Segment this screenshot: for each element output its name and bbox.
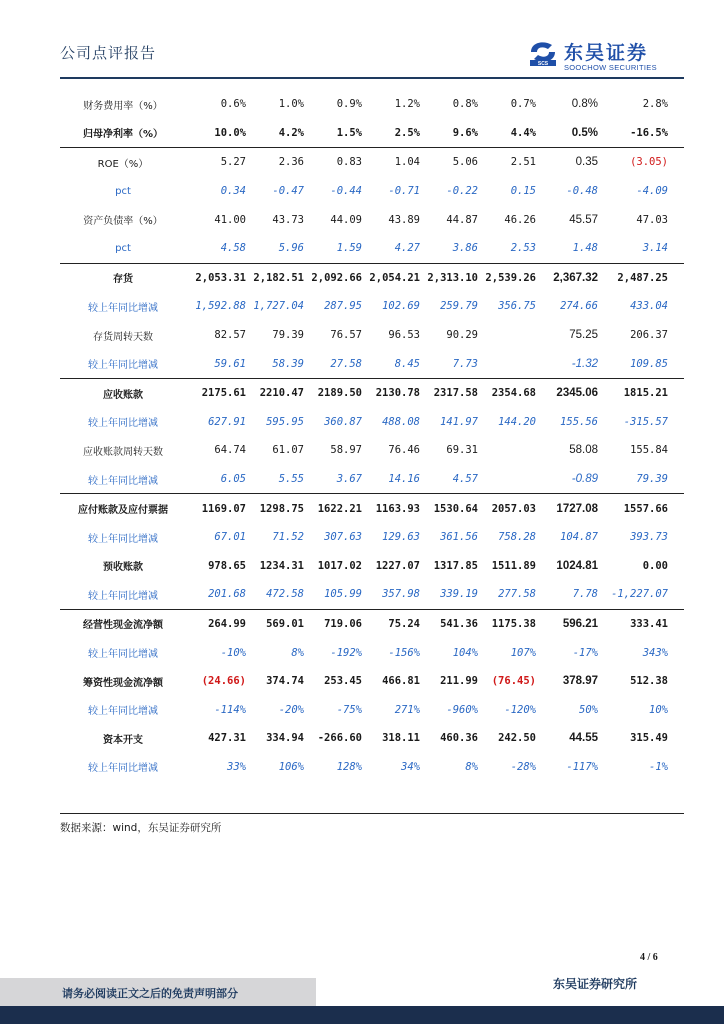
row-label: pct [115,242,131,254]
table-cell: 1227.07 [375,559,420,572]
table-cell: 758.28 [498,531,536,544]
table-cell: 109.85 [630,357,668,370]
table-cell [478,436,536,465]
table-cell: 360.87 [324,415,362,428]
table-cell: 67.01 [214,531,246,544]
table-cell: 0.6% [220,98,246,111]
table-cell: 1557.66 [598,494,684,523]
table-cell: 59.61 [214,357,246,370]
table-cell: 107% [510,646,536,659]
table-cell: 374.74 [266,675,304,688]
table-cell: -315.57 [623,415,668,428]
table-cell: 14.16 [388,473,420,486]
table-cell: 242.50 [498,732,536,745]
table-cell: 1530.64 [420,494,478,523]
row-label: pct [115,185,131,197]
table-cell: (24.66) [201,675,246,688]
table-cell: 339.19 [440,588,478,601]
row-label: 预收账款 [103,562,143,574]
table-cell: 71.52 [272,531,304,544]
table-cell: 1,727.04 [253,300,304,313]
table-cell: 1163.93 [362,494,420,523]
logo-english-name: SOOCHOW SECURITIES [564,63,657,72]
row-label: 应收账款周转天数 [83,446,163,458]
row-label: 较上年同比增减 [88,360,158,372]
table-cell: 105.99 [324,588,362,601]
table-row [60,90,684,119]
table-cell: 1298.75 [246,494,304,523]
row-label: 资本开支 [103,734,143,746]
table-cell: 0.8% [571,98,598,111]
table-cell: 719.06 [304,609,362,638]
table-cell: 1.0% [278,98,304,111]
table-cell: 1.5% [336,126,362,139]
table-cell: 287.95 [324,300,362,313]
table-cell: 2345.06 [536,378,598,407]
table-cell: 2,367.32 [536,263,598,292]
table-row [60,667,684,696]
table-cell: 2.8% [642,98,668,111]
table-cell: 4.4% [510,126,536,139]
table-cell: 5.96 [278,242,304,255]
table-cell: 41.00 [214,213,246,226]
table-cell: 69.31 [446,444,478,457]
table-cell: 2,539.26 [478,263,536,292]
table-cell: 79.39 [636,473,668,486]
table-cell [478,349,536,378]
table-cell: 978.65 [208,559,246,572]
table-row [60,119,684,148]
table-cell: 76.57 [330,329,362,342]
table-row [60,638,684,667]
row-label: 存货周转天数 [93,331,153,343]
footer-disclaimer: 请务必阅读正文之后的免责声明部分 [62,987,238,1000]
table-cell: 460.36 [440,732,478,745]
table-cell: 43.89 [388,213,420,226]
table-cell: 9.6% [452,126,478,139]
table-cell: 129.63 [382,531,420,544]
table-cell: -114% [214,703,246,716]
table-cell: 46.26 [504,213,536,226]
table-cell: 393.73 [630,531,668,544]
table-cell: 58.08 [569,444,598,457]
row-label: 应付账款及应付票据 [60,494,186,523]
table-row [60,609,684,638]
table-cell: -10% [220,646,246,659]
logo-chinese-name: 东吴证券 [564,42,649,64]
footer-company-name: 东吴证券研究所 [553,977,638,991]
table-cell: 2130.78 [362,378,420,407]
table-row [60,148,684,177]
table-cell: 333.41 [598,609,684,638]
table-bottom-rule [60,813,684,814]
row-label: 较上年同比增减 [88,302,158,314]
table-cell: 1.2% [394,98,420,111]
table-cell: 2175.61 [186,378,246,407]
table-row [60,552,684,581]
table-cell: 2.51 [478,148,536,177]
table-cell: 1.59 [336,242,362,255]
table-cell: 5.06 [420,148,478,177]
table-cell: 2,487.25 [598,263,684,292]
table-row [60,177,684,206]
table-cell: 274.66 [560,300,598,313]
table-row [60,695,684,724]
table-cell: 1727.08 [536,494,598,523]
table-cell: 45.57 [569,213,598,226]
row-label: 存货 [60,263,186,292]
table-cell: 334.94 [266,732,304,745]
table-cell: 5.27 [186,148,246,177]
table-cell: 1317.85 [433,559,478,572]
table-row [60,436,684,465]
table-cell: 271% [394,703,420,716]
table-row [60,378,684,407]
row-label: 较上年同比增减 [88,418,158,430]
table-cell: 43.73 [272,213,304,226]
table-cell: 307.63 [324,531,362,544]
table-cell: 8% [465,760,478,773]
table-cell: 1,592.88 [195,300,246,313]
table-cell: 47.03 [636,213,668,226]
table-cell: 44.09 [330,213,362,226]
table-cell: 34% [401,760,420,773]
table-cell: -20% [278,703,304,716]
table-cell: 7.78 [572,588,598,601]
table-cell: 8% [291,646,304,659]
table-cell: 1234.31 [259,559,304,572]
table-cell: 1169.07 [186,494,246,523]
data-source-note: 数据来源：wind，东吴证券研究所 [60,822,222,834]
table-cell: -0.22 [446,185,478,198]
table-cell: 512.38 [630,675,668,688]
table-cell: -960% [446,703,478,716]
table-cell: 595.95 [266,415,304,428]
table-cell: 1.48 [572,242,598,255]
table-cell: 0.8% [452,98,478,111]
table-row [60,753,684,782]
row-label: 归母净利率（%） [82,129,164,141]
table-cell: 0.7% [510,98,536,111]
table-cell: 2.36 [246,148,304,177]
table-cell: (76.45) [491,675,536,688]
table-cell: -192% [330,646,362,659]
page-number: 4 / 6 [640,952,658,963]
table-cell: 211.99 [440,675,478,688]
table-cell: 141.97 [440,415,478,428]
table-cell: 75.25 [569,329,598,342]
table-cell: 0.00 [642,559,668,572]
table-cell: 64.74 [214,444,246,457]
table-cell: 4.2% [278,126,304,139]
table-cell: -1.32 [571,357,598,370]
row-label: 较上年同比增减 [88,533,158,545]
table-cell: 466.81 [382,675,420,688]
table-cell: 7.73 [452,357,478,370]
table-cell: 0.9% [336,98,362,111]
table-cell: -4.09 [636,185,668,198]
table-cell: 569.01 [246,609,304,638]
table-cell: 4.27 [394,242,420,255]
table-cell: 33% [227,760,246,773]
table-cell: 1815.21 [598,378,684,407]
table-row [60,349,684,378]
financial-metrics-table [60,90,684,781]
table-cell: 128% [336,760,362,773]
logo-mark-text: SCS [537,61,549,67]
row-label: 经营性现金流净额 [60,609,186,638]
table-cell: 0.83 [304,148,362,177]
table-cell: -75% [336,703,362,716]
table-cell: 3.14 [642,242,668,255]
table-cell: 1175.38 [478,609,536,638]
table-cell: 8.45 [394,357,420,370]
table-cell: 1511.89 [491,559,536,572]
table-cell: 201.68 [208,588,246,601]
table-cell: -0.71 [388,185,420,198]
row-label: 财务费用率（%） [83,100,163,112]
table-cell: 44.55 [569,732,598,745]
table-cell: 1622.21 [304,494,362,523]
table-cell: 2189.50 [304,378,362,407]
table-cell: 1.04 [362,148,420,177]
table-cell [478,321,536,350]
table-cell: 206.37 [630,329,668,342]
table-cell: 361.56 [440,531,478,544]
table-cell: 76.46 [388,444,420,457]
row-label: ROE（%） [60,148,186,177]
table-cell: 104% [452,646,478,659]
table-cell: 2210.47 [246,378,304,407]
table-cell: 104.87 [560,531,598,544]
table-cell: 2,054.21 [362,263,420,292]
row-label: 较上年同比增减 [88,763,158,775]
table-cell: -28% [510,760,536,773]
table-cell: 155.84 [630,444,668,457]
table-row [60,205,684,234]
table-cell: 50% [579,703,598,716]
table-cell: 2317.58 [420,378,478,407]
table-cell: 90.29 [446,329,478,342]
table-cell: (3.05) [598,148,684,177]
table-cell: 79.39 [272,329,304,342]
table-cell: 433.04 [630,300,668,313]
table-cell: 75.24 [362,609,420,638]
table-cell: 315.49 [630,732,668,745]
footer-bar [0,1006,724,1024]
row-label: 较上年同比增减 [88,590,158,602]
table-cell: 2.5% [394,126,420,139]
table-cell: 1024.81 [556,559,598,572]
table-row [60,724,684,753]
table-row [60,292,684,321]
table-cell: 2,182.51 [246,263,304,292]
table-cell: 82.57 [214,329,246,342]
table-cell: -16.5% [630,126,668,139]
table-cell: 343% [642,646,668,659]
table-cell: 4.57 [452,473,478,486]
table-cell: 378.97 [562,675,598,688]
table-cell: 106% [278,760,304,773]
table-cell: 44.87 [446,213,478,226]
table-cell: 2.53 [510,242,536,255]
scs-logo-icon [528,38,558,68]
table-cell: 27.58 [330,357,362,370]
header-rule [60,77,684,79]
table-cell: -1% [649,760,668,773]
table-cell: -120% [504,703,536,716]
table-row [60,321,684,350]
table-cell: 318.11 [382,732,420,745]
table-cell: 356.75 [498,300,536,313]
table-cell: 427.31 [208,732,246,745]
table-cell: 2354.68 [478,378,536,407]
table-cell: 2057.03 [478,494,536,523]
table-row [60,494,684,523]
table-cell: -1,227.07 [611,588,668,601]
table-cell: 2,313.10 [420,263,478,292]
row-label: 应收账款 [60,378,186,407]
table-cell: 627.91 [208,415,246,428]
table-cell: -0.48 [566,185,598,198]
table-cell: 0.34 [220,185,246,198]
table-cell: -156% [388,646,420,659]
row-label: 较上年同比增减 [88,649,158,661]
table-cell: 0.35 [536,148,598,177]
table-cell: 488.08 [382,415,420,428]
table-cell: 4.58 [220,242,246,255]
table-cell: 61.07 [272,444,304,457]
table-cell: 3.67 [336,473,362,486]
table-cell: 155.56 [560,415,598,428]
row-label: 资产负债率（%） [83,216,163,228]
table-cell: 10% [649,703,668,716]
table-cell: 6.05 [220,473,246,486]
table-cell: 10.0% [214,126,246,139]
table-cell: 96.53 [388,329,420,342]
table-cell: 58.97 [330,444,362,457]
table-row [60,523,684,552]
table-cell: 472.58 [266,588,304,601]
row-label: 较上年同比增减 [88,706,158,718]
table-cell: 2,092.66 [304,263,362,292]
table-row [60,263,684,292]
report-type-title: 公司点评报告 [60,44,157,62]
company-logo [528,36,678,76]
table-row [60,580,684,609]
row-label: 筹资性现金流净额 [83,677,163,689]
table-cell: -266.60 [317,732,362,745]
table-cell: 0.5% [571,126,598,139]
table-cell: -117% [566,760,598,773]
table-cell: 259.79 [440,300,478,313]
table-cell: 3.86 [452,242,478,255]
table-cell: 5.55 [278,473,304,486]
table-cell [478,465,536,494]
table-row [60,465,684,494]
table-cell: -17% [572,646,598,659]
table-cell: 0.15 [510,185,536,198]
table-cell: 253.45 [324,675,362,688]
row-label: 较上年同比增减 [88,475,158,487]
table-row [60,234,684,263]
table-row [60,408,684,437]
table-cell: 264.99 [186,609,246,638]
table-cell: 102.69 [382,300,420,313]
table-cell: -0.47 [272,185,304,198]
table-cell: 596.21 [536,609,598,638]
table-cell: 277.58 [498,588,536,601]
table-cell: 357.98 [382,588,420,601]
table-cell: -0.89 [571,473,598,486]
table-cell: 1017.02 [317,559,362,572]
table-cell: -0.44 [330,185,362,198]
table-cell: 2,053.31 [186,263,246,292]
table-cell: 541.36 [420,609,478,638]
table-cell: 58.39 [272,357,304,370]
table-cell: 144.20 [498,415,536,428]
